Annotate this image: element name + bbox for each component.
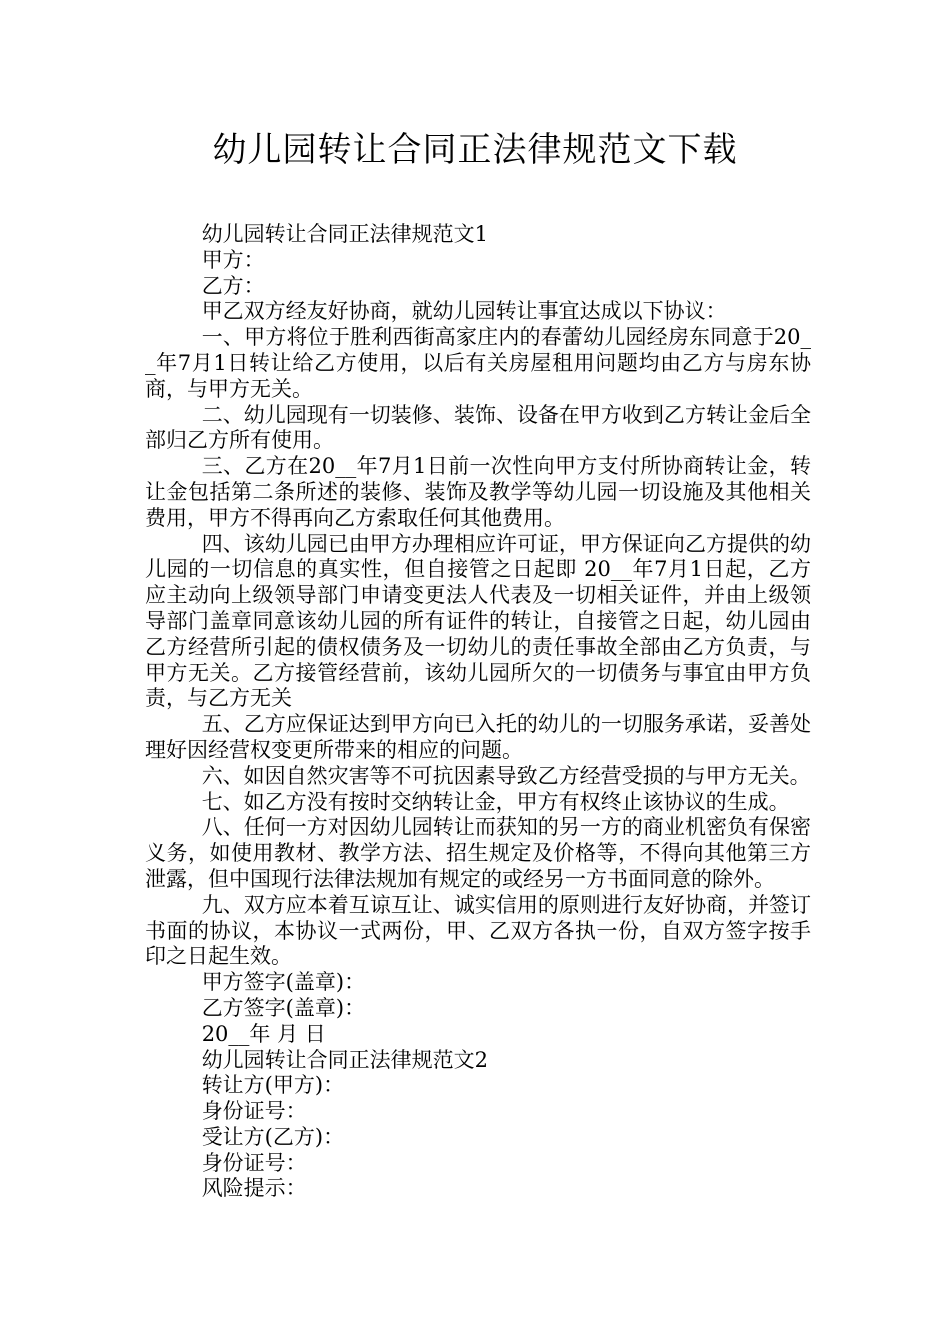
clause-3: 三、乙方在20__年7月1日前一次性向甲方支付所协商转让金，转让金包括第二条所述的装修、装饰及教学等幼儿园一切设施及其他相关费用，甲方不得再向乙方索取任何其他费用。 [145,454,811,530]
clause-7: 七、如乙方没有按时交纳转让金，甲方有权终止该协议的生成。 [201,789,790,814]
clause-6: 六、如因自然灾害等不可抗因素导致乙方经营受损的与甲方无关。 [201,763,811,788]
clause-8: 八、任何一方对因幼儿园转让而获知的另一方的商业机密负有保密义务，如使用教材、教学方法、招生规定及价格等，不得向其他第三方泄露，但中国现行法律法规加有规定的或经另一方书面同意的除外。 [145,815,811,891]
party-b-signature: 乙方签字(盖章)： [201,995,366,1020]
party-a-label: 甲方： [201,247,265,272]
transferor-id-label: 身份证号： [201,1099,307,1124]
clause-4: 四、该幼儿园已由甲方办理相应许可证，甲方保证向乙方提供的幼儿园的一切信息的真实性，但自接管之日起即 20__年7月1日起，乙方应主动向上级领导部门申请变更法人代表及一切相关证件，并由上级领导部门盖章同意该幼儿园的所有证件的转让，自接管之日起，幼儿园由乙方经营所引起的债权债务及一切幼儿的责任事故全部由乙方负责，与甲方无关。乙方接管经营前，该幼儿园所欠的一切债务与事宜由甲方负责，与乙方无关 [145,531,811,711]
signature-date: 20__年 月 日 [201,1021,326,1046]
document-body [145,222,811,1202]
clause-9: 九、双方应本着互谅互让、诚实信用的原则进行友好协商，并签订书面的协议，本协议一式两份，甲、乙双方各执一份，自双方签字按手印之日起生效。 [145,892,811,969]
transferee-id-label: 身份证号： [201,1150,307,1175]
party-a-signature: 甲方签字(盖章)： [201,970,366,995]
clause-2: 二、幼儿园现有一切装修、装饰、设备在甲方收到乙方转让金后全部归乙方所有使用。 [145,402,811,453]
section-heading-1: 幼儿园转让合同正法律规范文1 [201,222,489,246]
risk-notice-label: 风险提示： [201,1176,307,1201]
transferor-label: 转让方(甲方)： [201,1073,345,1098]
agreement-intro: 甲乙双方经友好协商，就幼儿园转让事宜达成以下协议： [201,299,727,324]
document-title: 幼儿园转让合同正法律规范文下载 [212,130,738,170]
party-b-label: 乙方： [201,273,265,298]
transferee-label: 受让方(乙方)： [201,1124,345,1149]
clause-5: 五、乙方应保证达到甲方向已入托的幼儿的一切服务承诺，妥善处理好因经营权变更所带来的相应的问题。 [145,712,811,762]
section-heading-2: 幼儿园转让合同正法律规范文2 [201,1047,489,1072]
clause-1: 一、甲方将位于胜利西街高家庄内的春蕾幼儿园经房东同意于20__年7月1日转让给乙方使用，以后有关房屋租用问题均由乙方与房东协商，与甲方无关。 [145,325,811,401]
